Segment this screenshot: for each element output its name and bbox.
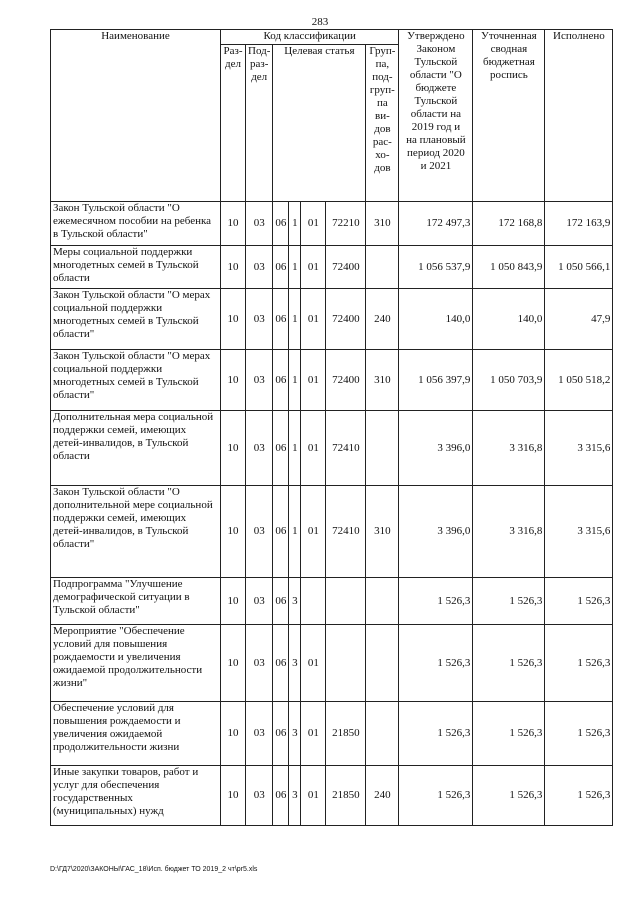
revised-cell: 1 526,3 — [473, 578, 545, 625]
executed-cell: 1 526,3 — [545, 625, 613, 702]
executed-cell: 47,9 — [545, 289, 613, 350]
row-name: Подпрограмма "Улучшение демографической ситуации в Тульской области" — [51, 578, 221, 625]
target-direction-cell — [326, 578, 366, 625]
header-target: Целевая статья — [273, 45, 366, 202]
target-measure-cell: 01 — [301, 289, 326, 350]
target-direction-cell: 72410 — [326, 411, 366, 486]
expense-group-cell — [366, 578, 399, 625]
podrazdel-cell: 03 — [246, 702, 273, 766]
target-direction-cell: 72400 — [326, 246, 366, 289]
target-program-cell: 06 — [273, 702, 289, 766]
header-revised: Уточненная сводная бюджетная роспись — [473, 30, 545, 202]
row-name: Закон Тульской области "О ежемесячном пособии на ребенка в Тульской области" — [51, 202, 221, 246]
revised-cell: 3 316,8 — [473, 486, 545, 578]
target-measure-cell: 01 — [301, 486, 326, 578]
target-subprogram-cell: 3 — [289, 702, 301, 766]
target-direction-cell: 72210 — [326, 202, 366, 246]
target-direction-cell — [326, 625, 366, 702]
razdel-cell: 10 — [221, 702, 246, 766]
table-row — [51, 289, 613, 350]
page-number: 283 — [311, 16, 329, 28]
budget-table — [50, 29, 613, 826]
revised-cell: 140,0 — [473, 289, 545, 350]
razdel-cell: 10 — [221, 246, 246, 289]
header-classification: Код классификации — [221, 30, 399, 45]
target-program-cell: 06 — [273, 578, 289, 625]
target-program-cell: 06 — [273, 625, 289, 702]
file-path-footer: D:\ГД7\2020\ЗАКОНЫ\ГАС_18\Исп. бюджет ТО 2019_2 чт\pr5.xls — [50, 866, 258, 873]
row-name: Закон Тульской области "О мерах социальной поддержки многодетных семей в Тульской области" — [51, 289, 221, 350]
target-measure-cell — [301, 578, 326, 625]
target-subprogram-cell: 1 — [289, 289, 301, 350]
target-subprogram-cell: 1 — [289, 202, 301, 246]
podrazdel-cell: 03 — [246, 486, 273, 578]
executed-cell: 3 315,6 — [545, 486, 613, 578]
row-name: Меры социальной поддержки многодетных семей в Тульской области — [51, 246, 221, 289]
target-program-cell: 06 — [273, 202, 289, 246]
razdel-cell: 10 — [221, 766, 246, 826]
revised-cell: 3 316,8 — [473, 411, 545, 486]
table-row — [51, 246, 613, 289]
header-group: Груп- па, под- груп- па ви- дов рас- хо- дов — [366, 45, 399, 202]
expense-group-cell: 310 — [366, 486, 399, 578]
table-row — [51, 625, 613, 702]
target-direction-cell: 72400 — [326, 350, 366, 411]
expense-group-cell: 310 — [366, 350, 399, 411]
revised-cell: 1 526,3 — [473, 702, 545, 766]
executed-cell: 1 526,3 — [545, 578, 613, 625]
table-row — [51, 766, 613, 826]
target-subprogram-cell: 1 — [289, 486, 301, 578]
header-approved: Утверждено Законом Тульской области "О бюджете Тульской области на 2019 год и на плановый период 2020 и 2021 — [399, 30, 473, 202]
podrazdel-cell: 03 — [246, 246, 273, 289]
razdel-cell: 10 — [221, 625, 246, 702]
expense-group-cell: 240 — [366, 766, 399, 826]
expense-group-cell — [366, 411, 399, 486]
row-name: Закон Тульской области "О дополнительной мере социальной поддержки семей, имеющих детей-инвалидов, в Тульской области" — [51, 486, 221, 578]
target-measure-cell: 01 — [301, 246, 326, 289]
podrazdel-cell: 03 — [246, 625, 273, 702]
approved-cell: 1 526,3 — [399, 702, 473, 766]
target-program-cell: 06 — [273, 411, 289, 486]
executed-cell: 3 315,6 — [545, 411, 613, 486]
target-measure-cell: 01 — [301, 202, 326, 246]
razdel-cell: 10 — [221, 350, 246, 411]
target-direction-cell: 21850 — [326, 702, 366, 766]
approved-cell: 1 526,3 — [399, 578, 473, 625]
razdel-cell: 10 — [221, 578, 246, 625]
razdel-cell: 10 — [221, 289, 246, 350]
expense-group-cell: 310 — [366, 202, 399, 246]
row-name: Закон Тульской области "О мерах социальной поддержки многодетных семей в Тульской области" — [51, 350, 221, 411]
target-direction-cell: 21850 — [326, 766, 366, 826]
table-row — [51, 350, 613, 411]
table-row — [51, 202, 613, 246]
target-program-cell: 06 — [273, 350, 289, 411]
target-subprogram-cell: 3 — [289, 625, 301, 702]
expense-group-cell: 240 — [366, 289, 399, 350]
executed-cell: 1 526,3 — [545, 702, 613, 766]
podrazdel-cell: 03 — [246, 202, 273, 246]
target-program-cell: 06 — [273, 289, 289, 350]
target-program-cell: 06 — [273, 246, 289, 289]
target-subprogram-cell: 1 — [289, 246, 301, 289]
target-subprogram-cell: 3 — [289, 766, 301, 826]
table-row — [51, 578, 613, 625]
approved-cell: 172 497,3 — [399, 202, 473, 246]
executed-cell: 1 050 566,1 — [545, 246, 613, 289]
target-direction-cell: 72410 — [326, 486, 366, 578]
approved-cell: 3 396,0 — [399, 486, 473, 578]
razdel-cell: 10 — [221, 202, 246, 246]
podrazdel-cell: 03 — [246, 350, 273, 411]
approved-cell: 1 526,3 — [399, 625, 473, 702]
approved-cell: 140,0 — [399, 289, 473, 350]
header-subsection: Под- раз- дел — [246, 45, 273, 202]
target-measure-cell: 01 — [301, 411, 326, 486]
revised-cell: 1 526,3 — [473, 625, 545, 702]
expense-group-cell — [366, 246, 399, 289]
executed-cell: 1 050 518,2 — [545, 350, 613, 411]
target-measure-cell: 01 — [301, 766, 326, 826]
executed-cell: 172 163,9 — [545, 202, 613, 246]
revised-cell: 172 168,8 — [473, 202, 545, 246]
row-name: Мероприятие "Обеспечение условий для повышения рождаемости и увеличения ожидаемой продолжительности жизни" — [51, 625, 221, 702]
podrazdel-cell: 03 — [246, 578, 273, 625]
expense-group-cell — [366, 702, 399, 766]
header-executed: Исполнено — [545, 30, 613, 202]
approved-cell: 3 396,0 — [399, 411, 473, 486]
header-section: Раз- дел — [221, 45, 246, 202]
table-row — [51, 411, 613, 486]
podrazdel-cell: 03 — [246, 411, 273, 486]
approved-cell: 1 056 537,9 — [399, 246, 473, 289]
target-measure-cell: 01 — [301, 625, 326, 702]
row-name: Обеспечение условий для повышения рождаемости и увеличения ожидаемой продолжительности жизни — [51, 702, 221, 766]
expense-group-cell — [366, 625, 399, 702]
table-row — [51, 486, 613, 578]
approved-cell: 1 526,3 — [399, 766, 473, 826]
podrazdel-cell: 03 — [246, 289, 273, 350]
row-name: Дополнительная мера социальной поддержки семей, имеющих детей-инвалидов, в Тульской области — [51, 411, 221, 486]
target-program-cell: 06 — [273, 486, 289, 578]
target-program-cell: 06 — [273, 766, 289, 826]
table-row — [51, 702, 613, 766]
target-subprogram-cell: 1 — [289, 411, 301, 486]
revised-cell: 1 526,3 — [473, 766, 545, 826]
revised-cell: 1 050 703,9 — [473, 350, 545, 411]
revised-cell: 1 050 843,9 — [473, 246, 545, 289]
target-subprogram-cell: 1 — [289, 350, 301, 411]
razdel-cell: 10 — [221, 411, 246, 486]
target-measure-cell: 01 — [301, 702, 326, 766]
header-name: Наименование — [51, 30, 221, 202]
razdel-cell: 10 — [221, 486, 246, 578]
target-subprogram-cell: 3 — [289, 578, 301, 625]
executed-cell: 1 526,3 — [545, 766, 613, 826]
row-name: Иные закупки товаров, работ и услуг для обеспечения государственных (муниципальных) нужд — [51, 766, 221, 826]
approved-cell: 1 056 397,9 — [399, 350, 473, 411]
target-direction-cell: 72400 — [326, 289, 366, 350]
target-measure-cell: 01 — [301, 350, 326, 411]
podrazdel-cell: 03 — [246, 766, 273, 826]
